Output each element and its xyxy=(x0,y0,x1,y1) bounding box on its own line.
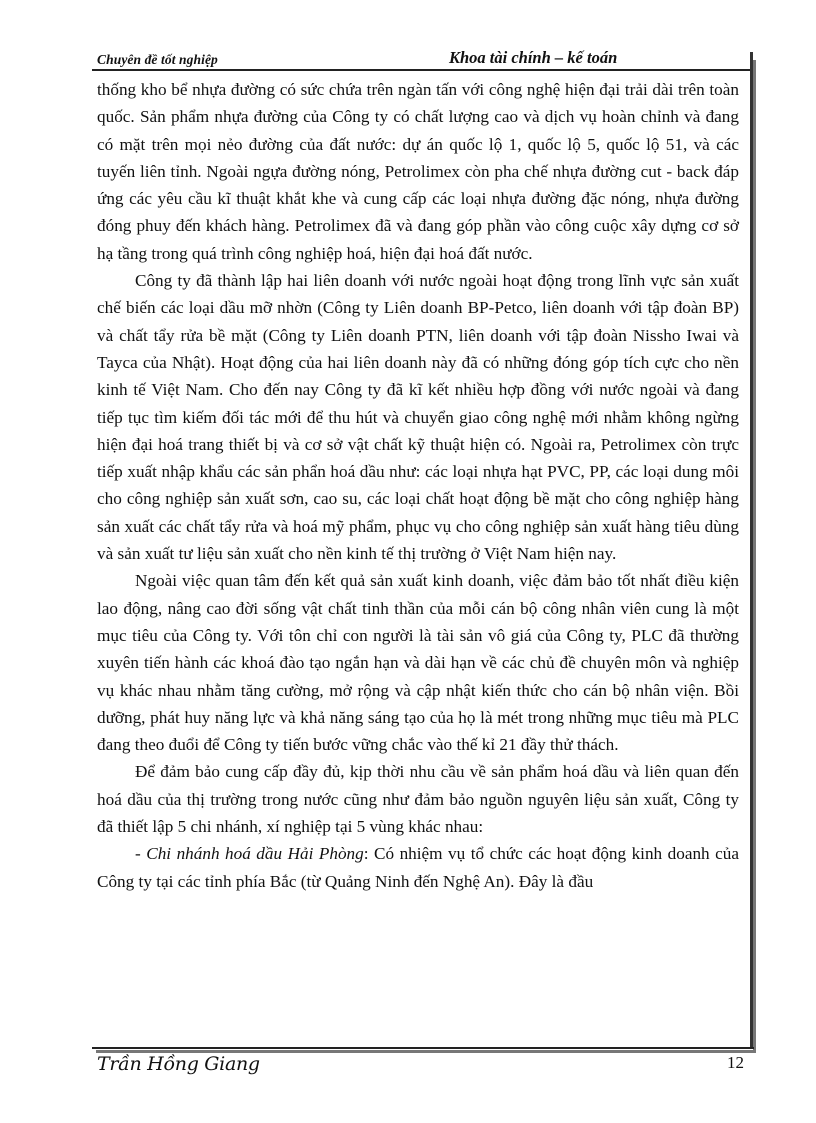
paragraph-3: Ngoài việc quan tâm đến kết quả sản xuất kinh doanh, việc đảm bảo tốt nhất điều kiện lao động, nâng cao đời sống vật chất tinh thần của mỗi cán bộ công nhân viên cung là một mục tiêu của Công ty. Với tôn chỉ con người là tài sản vô giá của Công ty, PLC đã thường xuyên tiến hành các khoá đào tạo ngắn hạn và dài hạn về các chủ đề chuyên môn và nghiệp vụ khác nhau nhằm tăng cường, mở rộng và cập nhật kiến thức cho cán bộ nhân viện. Bồi dưỡng, phát huy năng lực và khả năng sáng tạo của họ là mét trong những mục tiêu mà PLC đang theo đuổi để Công ty tiến bước vững chắc vào thế kỉ 21 đầy thử thách. xyxy=(97,571,739,755)
paragraph-1: thống kho bể nhựa đường có sức chứa trên ngàn tấn với công nghệ hiện đại trải dài trên toàn quốc. Sản phẩm nhựa đường của Công ty có chất lượng cao và dịch vụ hoàn chỉnh và đang có mặt trên mọi nẻo đường của đất nước: dự án quốc lộ 1, quốc lộ 5, quốc lộ 51, và các tuyến liên tỉnh. Ngoài ngựa đường nóng, Petrolimex còn pha chế nhựa đường cut - back đáp ứng các yêu cầu kĩ thuật khắt khe và cung cấp các loại nhựa đường đặc nóng, nhựa đường đóng phuy đến khách hàng. Petrolimex đã và đang góp phần vào công cuộc xây dựng cơ sở hạ tầng trong quá trình công nghiệp hoá, hiện đại hoá đất nước. xyxy=(97,80,739,263)
paragraph-4: Để đảm bảo cung cấp đầy đủ, kịp thời nhu cầu về sản phẩm hoá dầu và liên quan đến hoá dầu của thị trường trong nước cũng như đảm bảo nguồn nguyên liệu sản xuất, Công ty đã thiết lập 5 chi nhánh, xí nghiệp tại 5 vùng khác nhau: xyxy=(97,762,739,837)
paragraph-5 xyxy=(97,840,739,895)
header-left-title: Chuyên đề tốt nghiệp xyxy=(97,52,218,67)
page-number: 12 xyxy=(727,1053,744,1072)
bottom-border xyxy=(92,1047,754,1049)
footer-author: Trần Hồng Giang xyxy=(97,1053,260,1075)
branch-description: : Có nhiệm vụ tổ chức các hoạt động kinh doanh của Công ty tại các tỉnh phía Bắc (từ Quảng Ninh đến Nghệ An). Đây là đầu xyxy=(97,844,739,891)
right-border-shadow xyxy=(753,60,756,1052)
branch-name: Chi nhánh hoá dầu Hải Phòng xyxy=(146,844,364,864)
document-body xyxy=(97,76,739,895)
paragraph-2: Công ty đã thành lập hai liên doanh với nước ngoài hoạt động trong lĩnh vực sản xuất chế biến các loại dầu mỡ nhờn (Công ty Liên doanh BP-Petco, liên doanh với tập đoàn BP) và chất tẩy rửa bề mặt (Công ty Liên doanh PTN, liên doanh với tập đoàn Nissho Iwai và Tayca của Nhật). Hoạt động của hai liên doanh này đã có những đóng góp tích cực cho nền kinh tế Việt Nam. Cho đến nay Công ty đã kĩ kết nhiều hợp đồng với nước ngoài và đang tiếp tục tìm kiếm đối tác mới để thu hút và chuyển giao công nghệ mới nhằm không ngừng hiện đại hoá trang thiết bị và cơ sở vật chất kỹ thuật hiện có. Ngoài ra, Petrolimex còn trực tiếp xuất nhập khẩu các sản phẩn hoá dầu như: các loại nhựa hạt PVC, PP, các loại dung môi cho công nghiệp sản xuất sơn, cao su, các loại chất hoạt động bề mặt cho công nghiệp hàng sản xuất các chất tẩy rửa và hoá mỹ phẩm, phục vụ cho công nghiệp sản xuất hàng tiêu dùng và sản xuất tư liệu sản xuất cho nền kinh tế thị trường ở Việt Nam hiện nay. xyxy=(97,271,739,564)
list-dash: - xyxy=(135,844,147,864)
header-right-title: Khoa tài chính – kế toán xyxy=(449,48,618,67)
